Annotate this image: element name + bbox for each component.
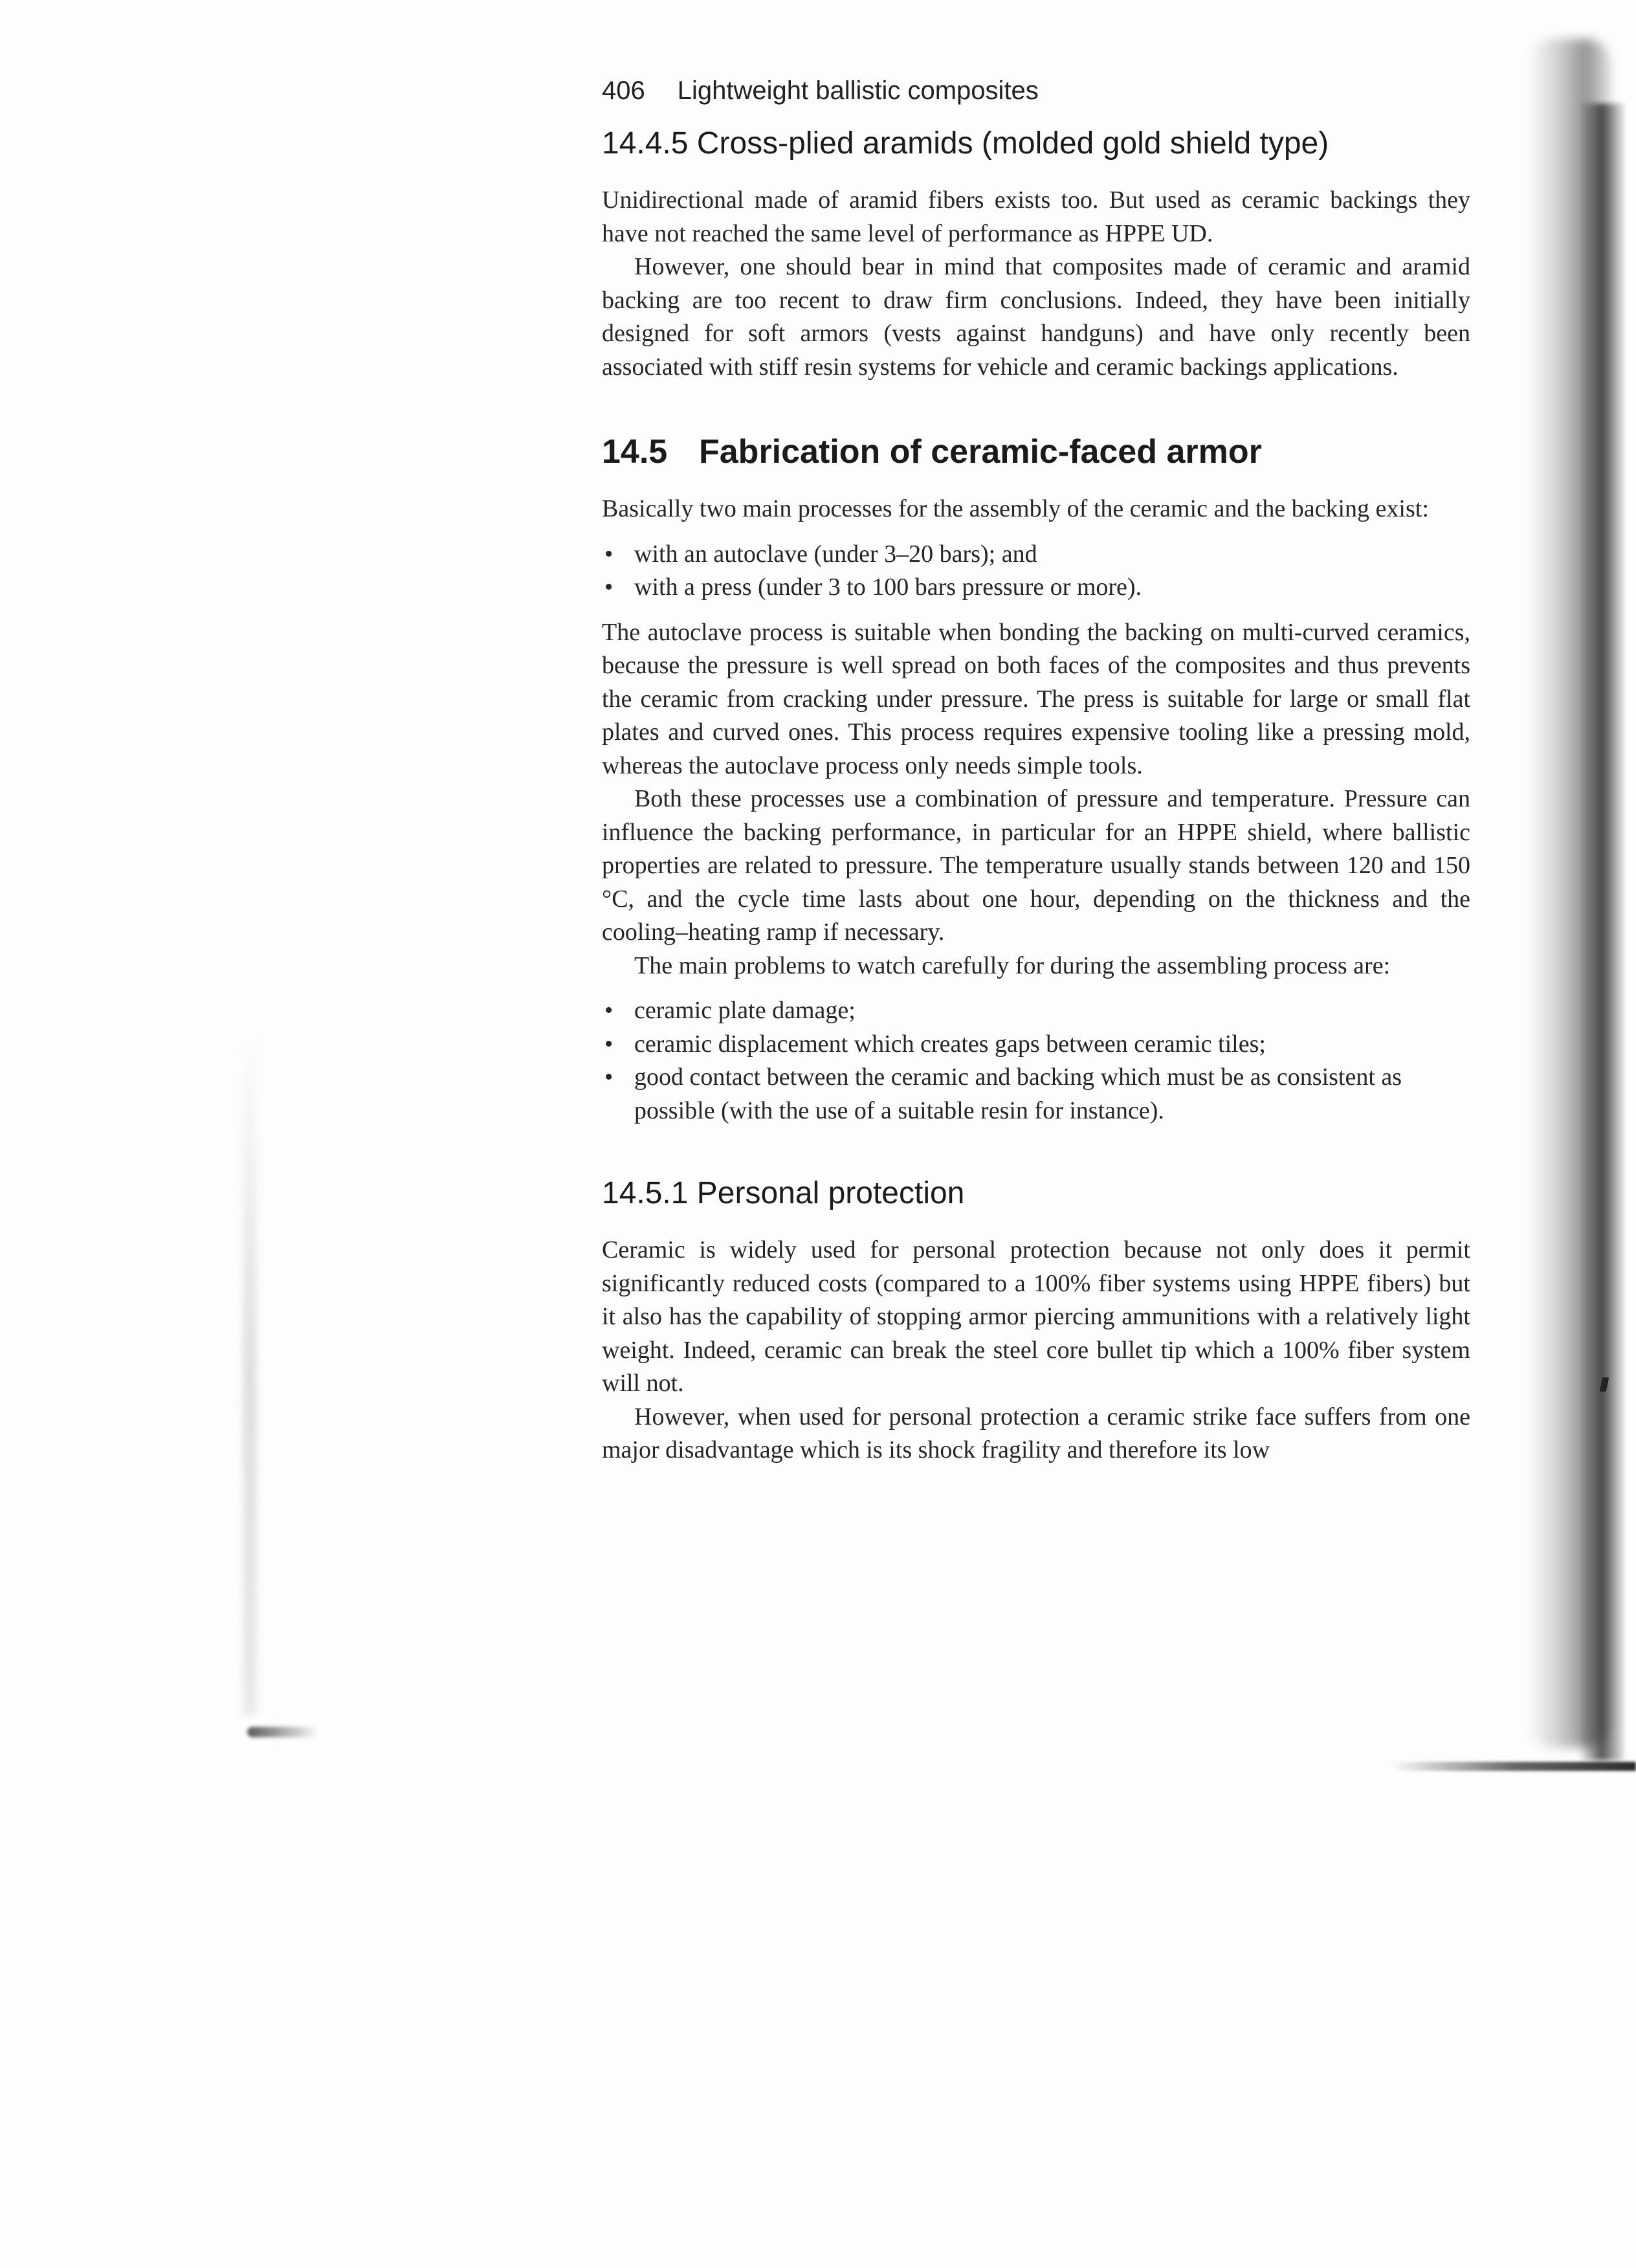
running-head-title: Lightweight ballistic composites — [677, 76, 1039, 105]
running-head — [602, 71, 1470, 124]
heading-14-4-5: 14.4.5 Cross-plied aramids (molded gold shield type) — [602, 126, 1329, 161]
paragraph-14-4-5-2: However, one should bear in mind that composites made of ceramic and aramid backing are too recent to draw firm conclusions. Indeed, they have been initially designed for soft armors (vests against handguns) and have only recently been associated with stiff resin systems for vehicle and ceramic backings applications. — [602, 253, 1470, 381]
problem-bullet-contact: • good contact between the ceramic and backing which must be as consistent as possible (with the use of a suitable resin for instance). — [602, 1061, 1470, 1128]
process-bullet-autoclave: • with an autoclave (under 3–20 bars); and — [602, 538, 1470, 572]
problem-bullet-plate-damage: • ceramic plate damage; — [602, 994, 1470, 1028]
paragraph-14-5-pressure: Both these processes use a combination of pressure and temperature. Pressure can influence the backing performance, in particular for an HPPE shield, where ballistic properties are related to pressure. The temperature usually stands between 120 and 150 °C, and the cycle time lasts about one hour, depending on the thickness and the cooling–heating ramp if necessary. — [602, 785, 1470, 946]
problem-bullet-displacement: • ceramic displacement which creates gaps between ceramic tiles; — [602, 1028, 1470, 1062]
page-text-block — [602, 71, 1470, 1467]
scan-left-smudge — [247, 1727, 318, 1737]
problem-bullet-list — [602, 994, 1470, 1128]
paragraph-14-4-5-1: Unidirectional made of aramid fibers exists too. But used as ceramic backings they have not reached the same level of performance as HPPE UD. — [602, 186, 1470, 247]
paragraph-14-5-intro: Basically two main processes for the assembly of the ceramic and the backing exist: — [602, 495, 1429, 522]
paragraph-14-5-1-2: However, when used for personal protection a ceramic strike face suffers from one major disadvantage which is its shock fragility and therefore its low — [602, 1403, 1470, 1463]
process-bullet-list — [602, 538, 1470, 605]
page-number: 406 — [602, 76, 645, 105]
paragraph-14-5-1-1: Ceramic is widely used for personal protection because not only does it permit significantly reduced costs (compared to a 100% fiber systems using HPPE fibers) but it also has the capability of stopping armor piercing ammunitions with a relatively light weight. Indeed, ceramic can break the steel core bullet tip which a 100% fiber system will not. — [602, 1236, 1470, 1397]
paragraph-14-5-autoclave: The autoclave process is suitable when bonding the backing on multi-curved ceramics, because the pressure is well spread on both faces of the composites and thus prevents the ceramic from cracking under pressure. The press is suitable for large or small flat plates and curved ones. This process requires expensive tooling like a pressing mold, whereas the autoclave process only needs simple tools. — [602, 618, 1470, 779]
heading-14-5 — [602, 430, 1470, 473]
process-bullet-press: • with a press (under 3 to 100 bars pressure or more). — [602, 571, 1470, 605]
scan-page-edge — [1579, 104, 1624, 1761]
heading-14-5-1: 14.5.1 Personal protection — [602, 1176, 965, 1210]
paragraph-14-5-problems: The main problems to watch carefully for during the assembling process are: — [634, 951, 1391, 979]
scan-left-shadow — [243, 1036, 256, 1715]
heading-14-5-title: Fabrication of ceramic-faced armor — [699, 433, 1262, 471]
scan-bottom-edge-line — [1391, 1762, 1636, 1771]
heading-14-5-number: 14.5 — [602, 433, 668, 471]
